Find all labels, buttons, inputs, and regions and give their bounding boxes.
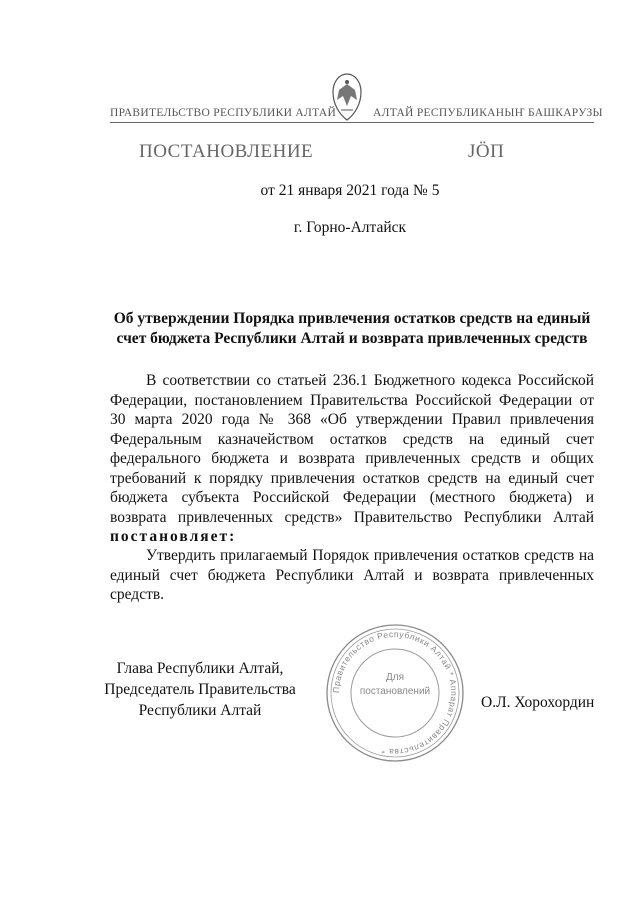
- doc-type-russian: ПОСТАНОВЛЕНИЕ: [139, 141, 314, 162]
- title-line-1: Об утверждении Порядка привлечения остатков средств на единый: [113, 310, 591, 327]
- doc-type-altai: ЈӦП: [468, 141, 505, 162]
- paragraph-resolution: Утвердить прилагаемый Порядок привлечения остатков средств на единый счет бюджета Республики Алтай и возврата привлеченных средств.: [110, 547, 594, 603]
- document-city: г. Горно-Алтайск: [293, 219, 407, 236]
- position-line-3: Республики Алтай: [138, 702, 262, 719]
- paragraph-preamble: [110, 371, 594, 547]
- position-line-2: Председатель Правительства: [104, 681, 296, 698]
- document-title: [110, 309, 594, 349]
- title-line-2: счет бюджета Республики Алтай и возврата привлеченных средств: [116, 330, 588, 347]
- stamp-center-line-2: постановлений: [359, 686, 431, 697]
- stamp-center-line-1: Для: [385, 672, 405, 683]
- stamp-ring-text: Правительство Республики Алтай * Аппарат Правительства *: [330, 628, 460, 758]
- header-org-altai: АЛТАЙ РЕСПУБЛИКАНЫҤ БАШКАРУЗЫ: [373, 107, 603, 119]
- signatory-name: О.Л. Хорохордин: [481, 694, 595, 711]
- signatory-position: [100, 658, 300, 721]
- position-line-1: Глава Республики Алтай,: [116, 660, 284, 677]
- official-stamp: [324, 622, 466, 764]
- preamble-text: В соответствии со статьей 236.1 Бюджетного кодекса Российской Федерации, постановлением Правительства Российской Федерации от 30 марта 2020 года № 368 «Об утверждении Правил привлечения Федеральным казначейством остатков средств на единый счет федерального бюджета и возврата привлеченных средств и общих требований к порядку привлечения остатков средств на единый счет бюджета субъекта Российской Федерации (местного бюджета) и возврата привлеченных средств» Правительство Республики Алтай: [110, 372, 594, 526]
- resolve-word: постановляет:: [110, 528, 237, 545]
- header-divider: [110, 122, 594, 123]
- document-date-number: от 21 января 2021 года № 5: [260, 182, 440, 199]
- header-org-russian: ПРАВИТЕЛЬСТВО РЕСПУБЛИКИ АЛТАЙ: [110, 107, 337, 119]
